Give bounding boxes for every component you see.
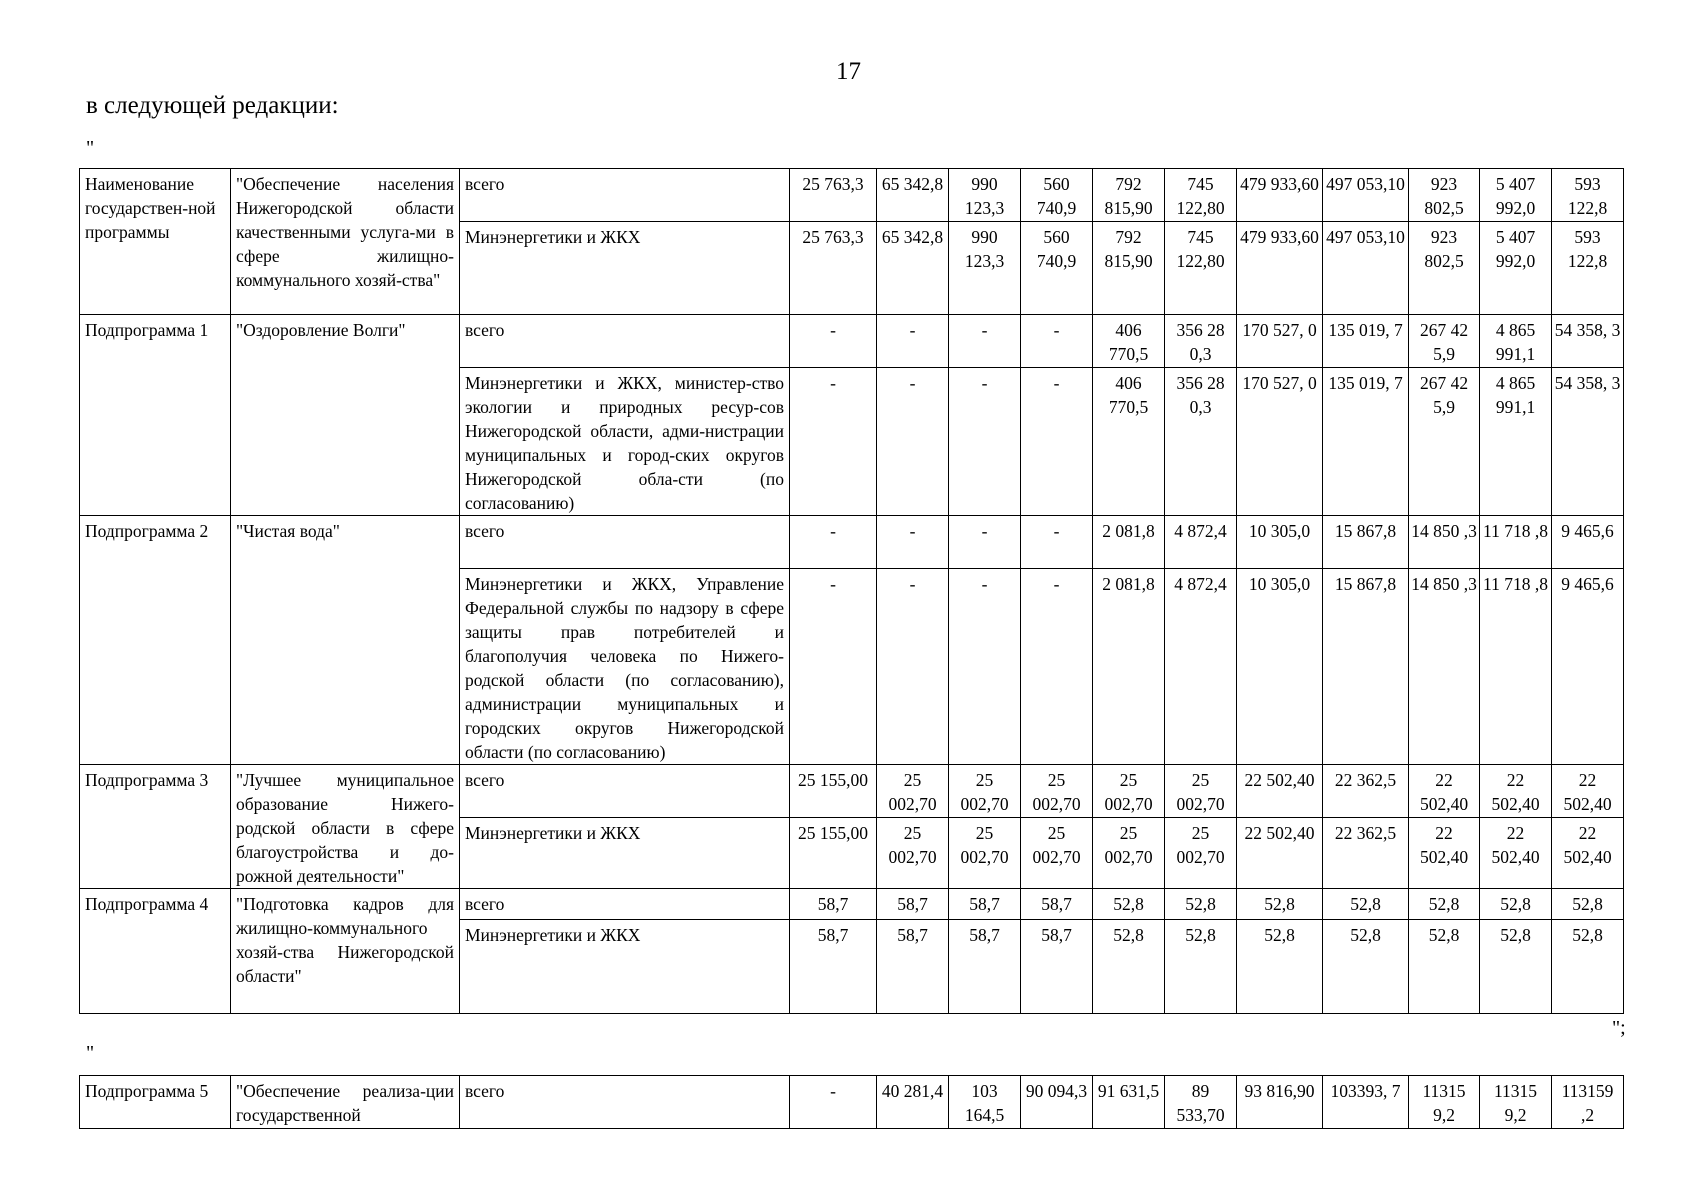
value-cell: 923 802,5 (1409, 169, 1480, 222)
value-cell: 103 164,5 (949, 1076, 1021, 1129)
value-cell: 52,8 (1323, 920, 1409, 1014)
value-cell: 22 502,40 (1552, 765, 1624, 818)
value-cell: 52,8 (1480, 920, 1552, 1014)
value-cell: 267 42 5,9 (1409, 315, 1480, 368)
program-name-cell: Подпрограмма 4 (80, 889, 231, 1014)
value-cell: 93 816,90 (1237, 1076, 1323, 1129)
value-cell: 58,7 (1021, 889, 1093, 920)
value-cell: 170 527, 0 (1237, 368, 1323, 516)
value-cell: - (949, 315, 1021, 368)
program-title-cell: "Обеспечение населения Нижегородской области качественными услуга-ми в сфере жилищно-коммунального хозяй-ства" (231, 169, 460, 315)
value-cell: 58,7 (877, 889, 949, 920)
value-cell: 135 019, 7 (1323, 368, 1409, 516)
executor-cell: всего (460, 315, 790, 368)
executor-cell: Минэнергетики и ЖКХ (460, 222, 790, 315)
value-cell: 170 527, 0 (1237, 315, 1323, 368)
value-cell: 2 081,8 (1093, 516, 1165, 569)
value-cell: 58,7 (790, 920, 877, 1014)
open-quote-2: " (86, 1042, 95, 1064)
value-cell: 497 053,10 (1323, 222, 1409, 315)
value-cell: - (1021, 368, 1093, 516)
value-cell: 593 122,8 (1552, 169, 1624, 222)
table-row (80, 1076, 1624, 1129)
value-cell: 479 933,60 (1237, 222, 1323, 315)
executor-cell: всего (460, 1076, 790, 1129)
value-cell: 267 42 5,9 (1409, 368, 1480, 516)
value-cell: 745 122,80 (1165, 222, 1237, 315)
value-cell: 5 407 992,0 (1480, 222, 1552, 315)
value-cell: - (790, 516, 877, 569)
value-cell: 25 002,70 (1093, 818, 1165, 889)
executor-cell: Минэнергетики и ЖКХ (460, 920, 790, 1014)
value-cell: 25 155,00 (790, 818, 877, 889)
value-cell: - (1021, 516, 1093, 569)
value-cell: 2 081,8 (1093, 569, 1165, 765)
value-cell: - (949, 368, 1021, 516)
value-cell: 65 342,8 (877, 169, 949, 222)
value-cell: 52,8 (1165, 889, 1237, 920)
value-cell: 58,7 (949, 889, 1021, 920)
value-cell: 356 28 0,3 (1165, 315, 1237, 368)
value-cell: 25 002,70 (877, 765, 949, 818)
value-cell: 25 763,3 (790, 169, 877, 222)
value-cell: 25 002,70 (877, 818, 949, 889)
value-cell: 4 872,4 (1165, 516, 1237, 569)
value-cell: - (1021, 315, 1093, 368)
value-cell: 54 358, 3 (1552, 315, 1624, 368)
value-cell: 52,8 (1165, 920, 1237, 1014)
page-number: 17 (836, 58, 861, 85)
value-cell: 135 019, 7 (1323, 315, 1409, 368)
value-cell: 25 002,70 (1093, 765, 1165, 818)
value-cell: 52,8 (1093, 889, 1165, 920)
close-quote: "; (1612, 1017, 1626, 1039)
value-cell: 52,8 (1552, 889, 1624, 920)
value-cell: 22 502,40 (1409, 818, 1480, 889)
program-title-cell: "Оздоровление Волги" (231, 315, 460, 516)
value-cell: 4 865 991,1 (1480, 368, 1552, 516)
value-cell: 406 770,5 (1093, 368, 1165, 516)
value-cell: - (949, 516, 1021, 569)
intro-text: в следующей редакции: (86, 92, 339, 119)
table-row (80, 169, 1624, 222)
value-cell: - (790, 1076, 877, 1129)
value-cell: 65 342,8 (877, 222, 949, 315)
value-cell: 15 867,8 (1323, 516, 1409, 569)
program-funding-table (79, 168, 1624, 1014)
value-cell: 52,8 (1323, 889, 1409, 920)
value-cell: 25 002,70 (1165, 818, 1237, 889)
subprogram-name-cell: Подпрограмма 5 (80, 1076, 231, 1129)
executor-cell: Минэнергетики и ЖКХ, министер-ство экологии и природных ресур-сов Нижегородской области, адми-нистрации муниципальных и город-ских округов Нижегородской обла-сти (по согласованию) (460, 368, 790, 516)
value-cell: 22 502,40 (1237, 765, 1323, 818)
value-cell: 52,8 (1480, 889, 1552, 920)
value-cell: 9 465,6 (1552, 516, 1624, 569)
value-cell: 22 362,5 (1323, 818, 1409, 889)
value-cell: - (877, 516, 949, 569)
value-cell: 58,7 (877, 920, 949, 1014)
value-cell: 5 407 992,0 (1480, 169, 1552, 222)
executor-cell: Минэнергетики и ЖКХ, Управление Федеральной службы по надзору в сфере защиты прав потребителей и благополучия человека по Нижего-родской области (по согласованию), администрации муниципальных и городских округов Нижегородской области (по согласованию) (460, 569, 790, 765)
value-cell: 25 002,70 (949, 818, 1021, 889)
value-cell: - (790, 315, 877, 368)
value-cell: 745 122,80 (1165, 169, 1237, 222)
value-cell: - (790, 368, 877, 516)
open-quote-1: " (86, 137, 95, 159)
value-cell: - (790, 569, 877, 765)
value-cell: 52,8 (1237, 889, 1323, 920)
value-cell: 479 933,60 (1237, 169, 1323, 222)
value-cell: 560 740,9 (1021, 222, 1093, 315)
value-cell: - (949, 569, 1021, 765)
value-cell: 58,7 (790, 889, 877, 920)
value-cell: 58,7 (1021, 920, 1093, 1014)
value-cell: - (877, 368, 949, 516)
value-cell: 923 802,5 (1409, 222, 1480, 315)
program-name-cell: Подпрограмма 2 (80, 516, 231, 765)
table-row (80, 765, 1624, 818)
value-cell: 113159 ,2 (1552, 1076, 1624, 1129)
value-cell: 22 502,40 (1480, 818, 1552, 889)
value-cell: 4 865 991,1 (1480, 315, 1552, 368)
value-cell: 14 850 ,3 (1409, 569, 1480, 765)
value-cell: 25 002,70 (949, 765, 1021, 818)
executor-cell: всего (460, 169, 790, 222)
executor-cell: всего (460, 516, 790, 569)
value-cell: 52,8 (1409, 889, 1480, 920)
value-cell: 22 502,40 (1480, 765, 1552, 818)
value-cell: 792 815,90 (1093, 222, 1165, 315)
table-row (80, 889, 1624, 920)
value-cell: - (1021, 569, 1093, 765)
value-cell: 54 358, 3 (1552, 368, 1624, 516)
executor-cell: Минэнергетики и ЖКХ (460, 818, 790, 889)
program-title-cell: "Чистая вода" (231, 516, 460, 765)
value-cell: 22 362,5 (1323, 765, 1409, 818)
value-cell: 15 867,8 (1323, 569, 1409, 765)
value-cell: 52,8 (1409, 920, 1480, 1014)
subprogram-5-table (79, 1075, 1624, 1129)
value-cell: 40 281,4 (877, 1076, 949, 1129)
value-cell: 990 123,3 (949, 169, 1021, 222)
value-cell: 4 872,4 (1165, 569, 1237, 765)
value-cell: 22 502,40 (1237, 818, 1323, 889)
value-cell: 560 740,9 (1021, 169, 1093, 222)
value-cell: 14 850 ,3 (1409, 516, 1480, 569)
program-name-cell: Подпрограмма 3 (80, 765, 231, 889)
value-cell: 52,8 (1093, 920, 1165, 1014)
value-cell: 406 770,5 (1093, 315, 1165, 368)
value-cell: 11315 9,2 (1409, 1076, 1480, 1129)
value-cell: 25 002,70 (1165, 765, 1237, 818)
value-cell: 11 718 ,8 (1480, 569, 1552, 765)
value-cell: 11315 9,2 (1480, 1076, 1552, 1129)
program-title-cell: "Подготовка кадров для жилищно-коммунального хозяй-ства Нижегородской области" (231, 889, 460, 1014)
subprogram-title-cell: "Обеспечение реализа-ции государственной (231, 1076, 460, 1129)
value-cell: 9 465,6 (1552, 569, 1624, 765)
value-cell: 11 718 ,8 (1480, 516, 1552, 569)
value-cell: 25 763,3 (790, 222, 877, 315)
value-cell: 52,8 (1552, 920, 1624, 1014)
table-row (80, 315, 1624, 368)
value-cell: 25 155,00 (790, 765, 877, 818)
value-cell: 22 502,40 (1552, 818, 1624, 889)
value-cell: 356 28 0,3 (1165, 368, 1237, 516)
value-cell: 91 631,5 (1093, 1076, 1165, 1129)
executor-cell: всего (460, 765, 790, 818)
value-cell: 90 094,3 (1021, 1076, 1093, 1129)
value-cell: - (877, 315, 949, 368)
value-cell: 52,8 (1237, 920, 1323, 1014)
value-cell: 89 533,70 (1165, 1076, 1237, 1129)
value-cell: 25 002,70 (1021, 765, 1093, 818)
value-cell: 593 122,8 (1552, 222, 1624, 315)
program-name-cell: Подпрограмма 1 (80, 315, 231, 516)
value-cell: 58,7 (949, 920, 1021, 1014)
value-cell: 10 305,0 (1237, 516, 1323, 569)
value-cell: 22 502,40 (1409, 765, 1480, 818)
value-cell: 103393, 7 (1323, 1076, 1409, 1129)
executor-cell: всего (460, 889, 790, 920)
value-cell: 10 305,0 (1237, 569, 1323, 765)
value-cell: 25 002,70 (1021, 818, 1093, 889)
program-name-cell: Наименование государствен-ной программы (80, 169, 231, 315)
program-title-cell: "Лучшее муниципальное образование Нижего-родской области в сфере благоустройства и до-рожной деятельности" (231, 765, 460, 889)
value-cell: - (877, 569, 949, 765)
value-cell: 990 123,3 (949, 222, 1021, 315)
value-cell: 792 815,90 (1093, 169, 1165, 222)
value-cell: 497 053,10 (1323, 169, 1409, 222)
table-row (80, 516, 1624, 569)
